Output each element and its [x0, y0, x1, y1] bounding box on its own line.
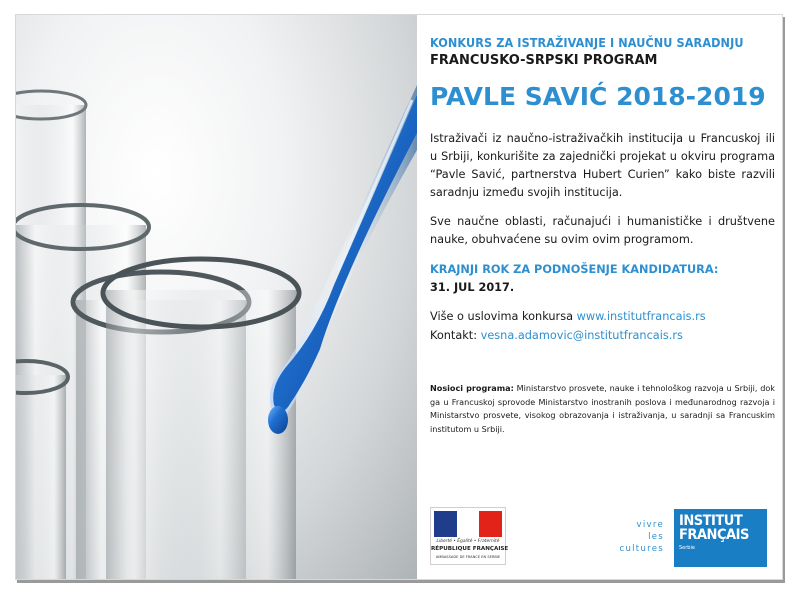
- republique-motto: Liberté • Égalité • Fraternité: [436, 539, 500, 544]
- institut-line3: Serbie: [679, 545, 695, 551]
- institut-line2: FRANÇAIS: [679, 527, 749, 543]
- program-subtitle: FRANCUSKO-SRPSKI PROGRAM: [430, 53, 658, 68]
- email-label: Kontakt:: [430, 329, 478, 342]
- email-link[interactable]: vesna.adamovic@institutfrancais.rs: [480, 329, 683, 342]
- scope-paragraph: Sve naučne oblasti, računajući i humanističke i društvene nauke, obuhvaćene su ovim ovim programom.: [430, 215, 775, 246]
- test-tubes-photo: [16, 15, 417, 580]
- note-text: Ministarstvo prosvete, nauke i tehnološkog razvoja u Srbiji, dok ga u Francuskoj sprovode Ministarstvo inostranih poslova i međunarodnog razvoja i Ministarstvo prosvete, visokog obrazovanja i istraživanja, u saradnji sa Francuskim institutom u Srbiji.: [430, 383, 775, 434]
- website-link[interactable]: www.institutfrancais.rs: [576, 310, 706, 323]
- republique-francaise-logo: [430, 507, 509, 565]
- note-label: Nosioci programa:: [430, 383, 514, 393]
- french-flag-icon: [434, 511, 502, 537]
- tagline-word: vivre: [636, 520, 664, 530]
- institut-francais-logo: [674, 509, 767, 567]
- email-line: [430, 326, 775, 345]
- deadline-label: KRAJNJI ROK ZA PODNOŠENJE KANDIDATURA:: [430, 263, 719, 276]
- deadline-date: 31. JUL 2017.: [430, 281, 515, 294]
- program-holders-note: [430, 382, 775, 436]
- test-tubes-illustration: [16, 15, 417, 580]
- page-title: PAVLE SAVIĆ 2018-2019: [430, 82, 766, 111]
- contact-block: [430, 307, 775, 345]
- republique-name: RÉPUBLIQUE FRANÇAISE: [431, 546, 509, 552]
- website-line: [430, 307, 775, 326]
- tagline-word: cultures: [619, 544, 664, 554]
- website-label: Više o uslovima konkursa: [430, 310, 574, 323]
- tagline: [612, 519, 664, 555]
- poster-frame: [15, 14, 783, 580]
- institut-line1: INSTITUT: [679, 513, 743, 529]
- content-panel: [430, 35, 775, 436]
- tagline-word: les: [648, 532, 664, 542]
- tube-left-edge: [16, 361, 68, 580]
- ambassade-name: AMBASSADE DE FRANCE EN SERBIE: [435, 555, 501, 559]
- pipette: [268, 55, 417, 434]
- intro-paragraph: Istraživači iz naučno-istraživačkih institucija u Francuskoj ili u Srbiji, konkurišite za zajednički projekat u okviru programa “Pavle Savić, partnerstva Hubert Curien” kako biste razvili saradnju između svojih institucija.: [430, 132, 775, 199]
- program-kicker: KONKURS ZA ISTRAŽIVANJE I NAUČNU SARADNJU: [430, 35, 744, 50]
